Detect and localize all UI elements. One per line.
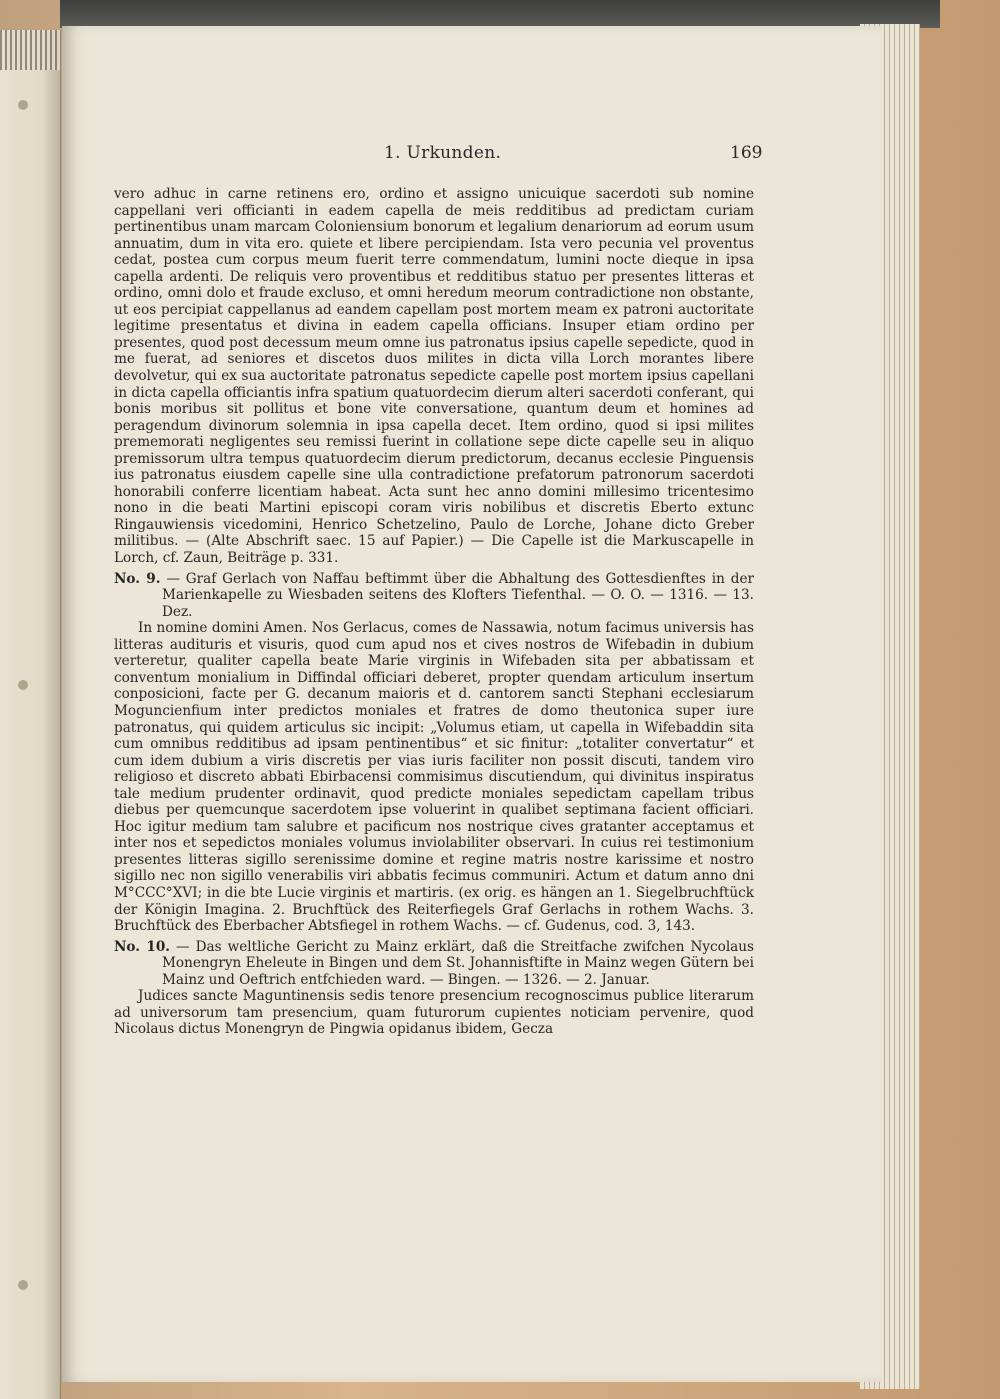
- page-number: 169: [730, 143, 763, 163]
- entry-body-9: In nomine domini Amen. Nos Gerlacus, comes de Nassawia, notum facimus universis has litteras audituris et visuris, quod cum apud nos et cives nostros de Wifebadin in dubium verteretur, qualiter capella beate Marie virginis in Wifebaden sita per abbatissam et conventum monialium in Diffindal officiari deberet, propter quendam articulum insertum conposicioni, facte per G. decanum maioris et d. cantorem sancti Stephani ecclesiarum Moguncienfium inter predictos moniales et fratres de domo theutonica super iure patronatus, qui quidem articulus sic incipit: „Volumus etiam, ut capella in Wifebaddin sita cum omnibus redditibus ad ipsam pentinentibus“ et sic finitur: „totaliter convertatur“ et cum idem dubium a viris discretis per vias iuris faciliter non possit discuti, tandem viro religioso et discreto abbati Ebirbacensi commisimus discutiendum, qui divinitus inspiratus tale medium prudenter ordinavit, quod predicte moniales sepedictam capellam tribus diebus per quemcunque sacerdotem ipse voluerint in qualibet septimana facient officiari. Hoc igitur medium tam salubre et pacificum nos nostrique cives gratanter acceptamus et inter nos et sepedictos moniales volumus inviolabiliter observari. In cuius rei testimonium presentes litteras sigillo serenissime domine et regine matris nostre karissime et nostro sigillo nec non sigillo venerabilis viri abbatis fecimus communiri. Actum et datum anno dni M°CCC°XVI; in die bte Lucie virginis et martiris. (ex orig. es hängen an 1. Siegelbruchftück der Königin Imagina. 2. Bruchftück des Reiterfiegels Graf Gerlachs in rothem Wachs. 3. Bruchftück des Eberbacher Abtsfiegel in rothem Wachs. — cf. Gudenus, cod. 3, 143.: [114, 620, 754, 935]
- entry-number: No. 9.: [114, 570, 161, 587]
- running-title: 1. Urkunden.: [384, 143, 502, 163]
- paper-mark: [18, 680, 28, 690]
- page-body: [114, 186, 754, 1038]
- paper-mark: [18, 100, 28, 110]
- entry-heading-text: — Graf Gerlach von Naffau beftimmt über die Abhaltung des Gottesdienftes in der Marienkapelle zu Wiesbaden seitens des Klofters Tiefenthal. — O. O. — 1316. — 13. Dez.: [162, 570, 754, 620]
- entry-heading-text: — Das weltliche Gericht zu Mainz erklärt, daß die Streitfache zwifchen Nycolaus Monengryn Eheleute in Bingen und dem St. Johannisftifte in Mainz wegen Gütern bei Mainz und Oeftrich entfchieden ward. — Bingen. — 1326. — 2. Januar.: [162, 938, 754, 988]
- entry-heading-9: [114, 571, 754, 621]
- book-cover-edge: [60, 0, 940, 28]
- entry-heading-10: [114, 939, 754, 989]
- entry-body-10: Judices sancte Maguntinensis sedis tenore presencium recognoscimus publice literarum ad universorum tam presencium, quam futurorum cupientes noticiam pervenire, quod Nicolaus dictus Monengryn de Pingwia opidanus ibidem, Gecza: [114, 988, 754, 1038]
- paper-mark: [18, 1280, 28, 1290]
- paragraph-continuation: vero adhuc in carne retinens ero, ordino et assigno unicuique sacerdoti sub nomine cappellani veri officianti in eadem capella de meis redditibus ad predictam curiam pertinentibus unam marcam Coloniensium bonorum et legalium denariorum ad eorum usum annuatim, dum in vita ero. quiete et libere percipiendam. Ista vero pecunia vel proventus cedat, postea cum corpus meum fuerit terre commendatum, lumini nocte dieque in ipsa capella ardenti. De reliquis vero proventibus et redditibus statuo per presentes litteras et ordino, omni dolo et fraude excluso, et omni heredum meorum contradictione non obstante, ut eos percipiat cappellanus ad eandem capellam post mortem meam ex patroni auctoritate legitime presentatus et divina in eadem capella officians. Insuper etiam ordino per presentes, quod post decessum meum omne ius patronatus ipsius capelle sepedicte, quod in me fuerat, ad seniores et discetos duos milites in dicta villa Lorch morantes libere devolvetur, qui ex sua auctoritate patronatus sepedicte capelle post mortem ipsius capellani in dicta capella officiantis infra spatium quatuordecim dierum alteri sacerdoti conferant, qui bonis moribus sit pollitus et bone vite conversatione, quantum deum et homines ad peragendum divinorum solemnia in ipsa capella decet. Item ordino, quod si ipsi milites prememorati negligentes seu remissi fuerint in collatione sepe dicte capelle seu in aliquo premissorum ultra tempus quatuordecim dierum predictorum, decanus ecclesie Pinguensis ius patronatus eiusdem capelle sine ulla contradictione prefatorum patronorum sacerdoti honorabili conferre licentiam habeat. Acta sunt hec anno domini millesimo tricentesimo nono in die beati Martini episcopi coram viris nobilibus et discretis Eberto extunc Ringauwiensis vicedomini, Henrico Schetzelino, Paulo de Lorche, Johane dicto Greber militibus. — (Alte Abschrift saec. 15 auf Papier.) — Die Capelle ist die Markuscapelle in Lorch, cf. Zaun, Beiträge p. 331.: [114, 186, 754, 567]
- entry-number: No. 10.: [114, 938, 171, 955]
- left-page-edge: [0, 30, 61, 1399]
- book-page: [62, 26, 882, 1382]
- binding-stitching: [0, 30, 60, 70]
